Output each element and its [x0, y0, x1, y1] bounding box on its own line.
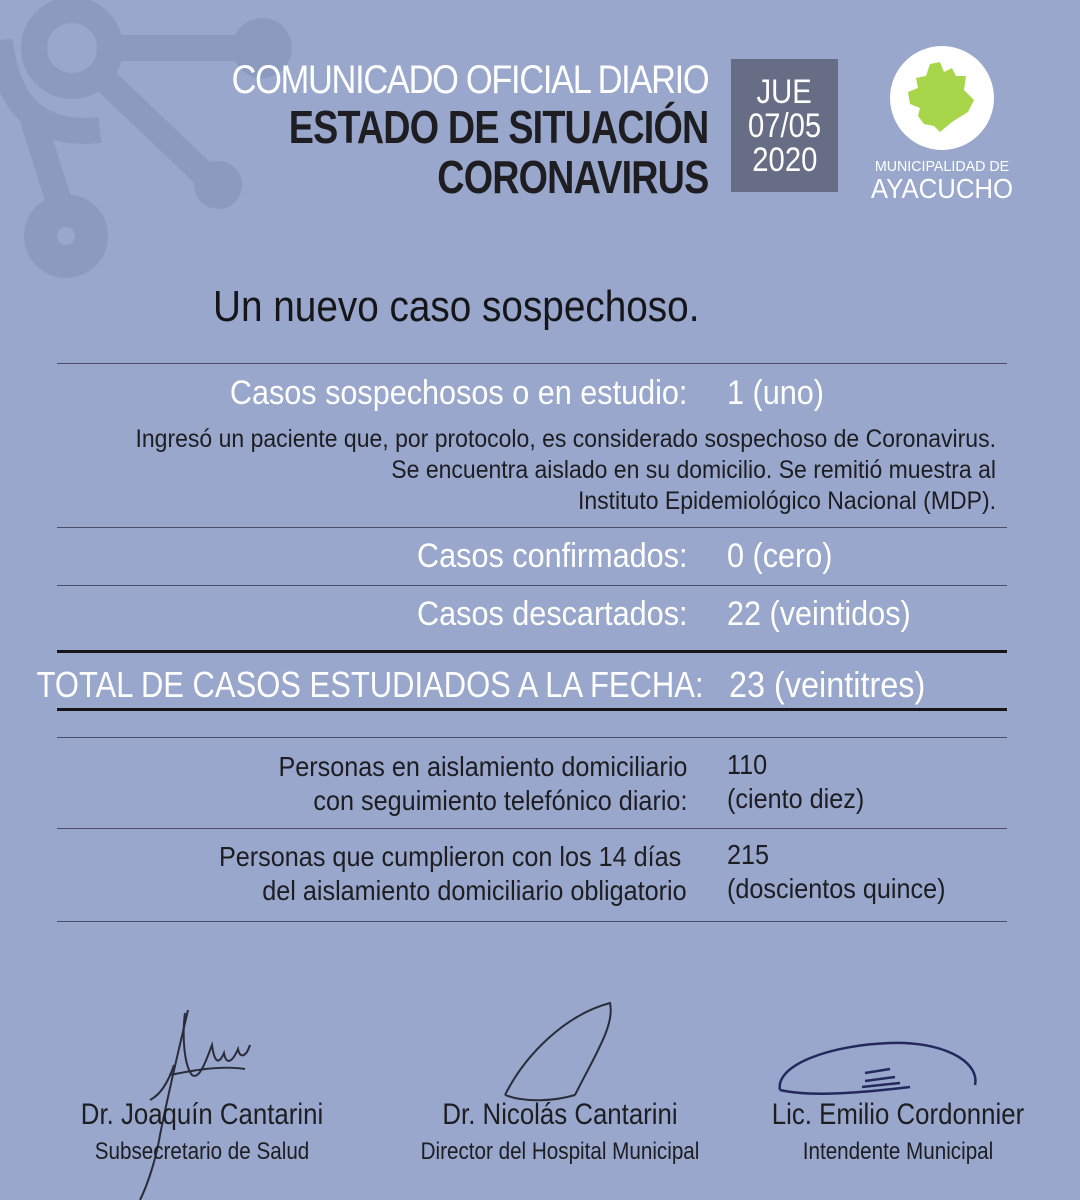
- header-line-1: COMUNICADO OFICIAL DIARIO: [231, 58, 708, 102]
- signatory-role: Intendente Municipal: [802, 1138, 994, 1165]
- divider: [57, 828, 1007, 829]
- total-cases-value: 23 (veintitres): [729, 664, 926, 705]
- completed-isolation-value: [727, 838, 946, 906]
- suspicious-cases-label: Casos sospechosos o en estudio:: [229, 374, 687, 412]
- total-cases-label: TOTAL DE CASOS ESTUDIADOS A LA FECHA:: [37, 664, 704, 705]
- phone-isolation-value: [727, 748, 864, 816]
- headline: Un nuevo caso sospechoso.: [213, 282, 700, 331]
- phone-isolation-label-line: con seguimiento telefónico diario:: [312, 785, 687, 816]
- signature-scribble-3: [770, 1035, 985, 1105]
- header-line-2: ESTADO DE SITUACIÓN: [288, 101, 708, 153]
- signature-scribble-2: [495, 995, 625, 1115]
- confirmed-cases-value: 0 (cero): [727, 537, 833, 575]
- note-line: Instituto Epidemiológico Nacional (MDP).: [577, 487, 996, 515]
- date-badge: [731, 59, 838, 192]
- completed-isolation-label-line: Personas que cumplieron con los 14 días: [219, 841, 682, 872]
- completed-isolation-number: 215: [727, 839, 770, 870]
- divider: [57, 585, 1007, 586]
- completed-isolation-words: (doscientos quince): [727, 873, 946, 904]
- divider: [57, 527, 1007, 528]
- signature-block: [395, 1098, 725, 1166]
- suspicious-cases-value: 1 (uno): [727, 374, 824, 412]
- completed-isolation-label: [219, 840, 687, 908]
- note-line: Ingresó un paciente que, por protocolo, es considerado sospechoso de Coronavirus.: [135, 425, 996, 453]
- signatory-role: Subsecretario de Salud: [94, 1138, 310, 1165]
- divider: [57, 737, 1007, 738]
- signatory-name: Dr. Joaquín Cantarini: [80, 1098, 324, 1131]
- municipality-logo: [862, 46, 1022, 203]
- date-day: JUE: [756, 72, 813, 111]
- divider: [57, 363, 1007, 364]
- divider: [57, 921, 1007, 922]
- suspicious-case-note: [56, 424, 996, 517]
- discarded-cases-label: Casos descartados:: [416, 595, 687, 633]
- header-line-3: CORONAVIRUS: [436, 151, 708, 203]
- header-title: [154, 58, 708, 203]
- divider: [57, 650, 1007, 653]
- phone-isolation-number: 110: [727, 749, 768, 780]
- divider: [57, 708, 1007, 711]
- completed-isolation-label-line: del aislamiento domiciliario obligatorio: [262, 875, 687, 906]
- discarded-cases-value: 22 (veintidos): [727, 595, 911, 633]
- phone-isolation-words: (ciento diez): [727, 783, 865, 814]
- logo-map-icon: [890, 46, 994, 150]
- confirmed-cases-label: Casos confirmados:: [416, 537, 687, 575]
- signatory-name: Dr. Nicolás Cantarini: [442, 1098, 678, 1131]
- date-daymonth: 07/05: [747, 106, 822, 145]
- phone-isolation-label: [278, 750, 687, 818]
- logo-title: AYACUCHO: [870, 173, 1014, 204]
- note-line: Se encuentra aislado en su domicilio. Se remitió muestra al: [391, 456, 996, 484]
- signatory-name: Lic. Emilio Cordonnier: [771, 1098, 1025, 1131]
- logo-subtitle: MUNICIPALIDAD DE: [874, 158, 1010, 175]
- phone-isolation-label-line: Personas en aislamiento domiciliario: [277, 751, 687, 782]
- signature-block: [37, 1098, 367, 1166]
- date-year: 2020: [751, 140, 818, 179]
- signatory-role: Director del Hospital Municipal: [420, 1138, 700, 1165]
- signature-block: [733, 1098, 1063, 1166]
